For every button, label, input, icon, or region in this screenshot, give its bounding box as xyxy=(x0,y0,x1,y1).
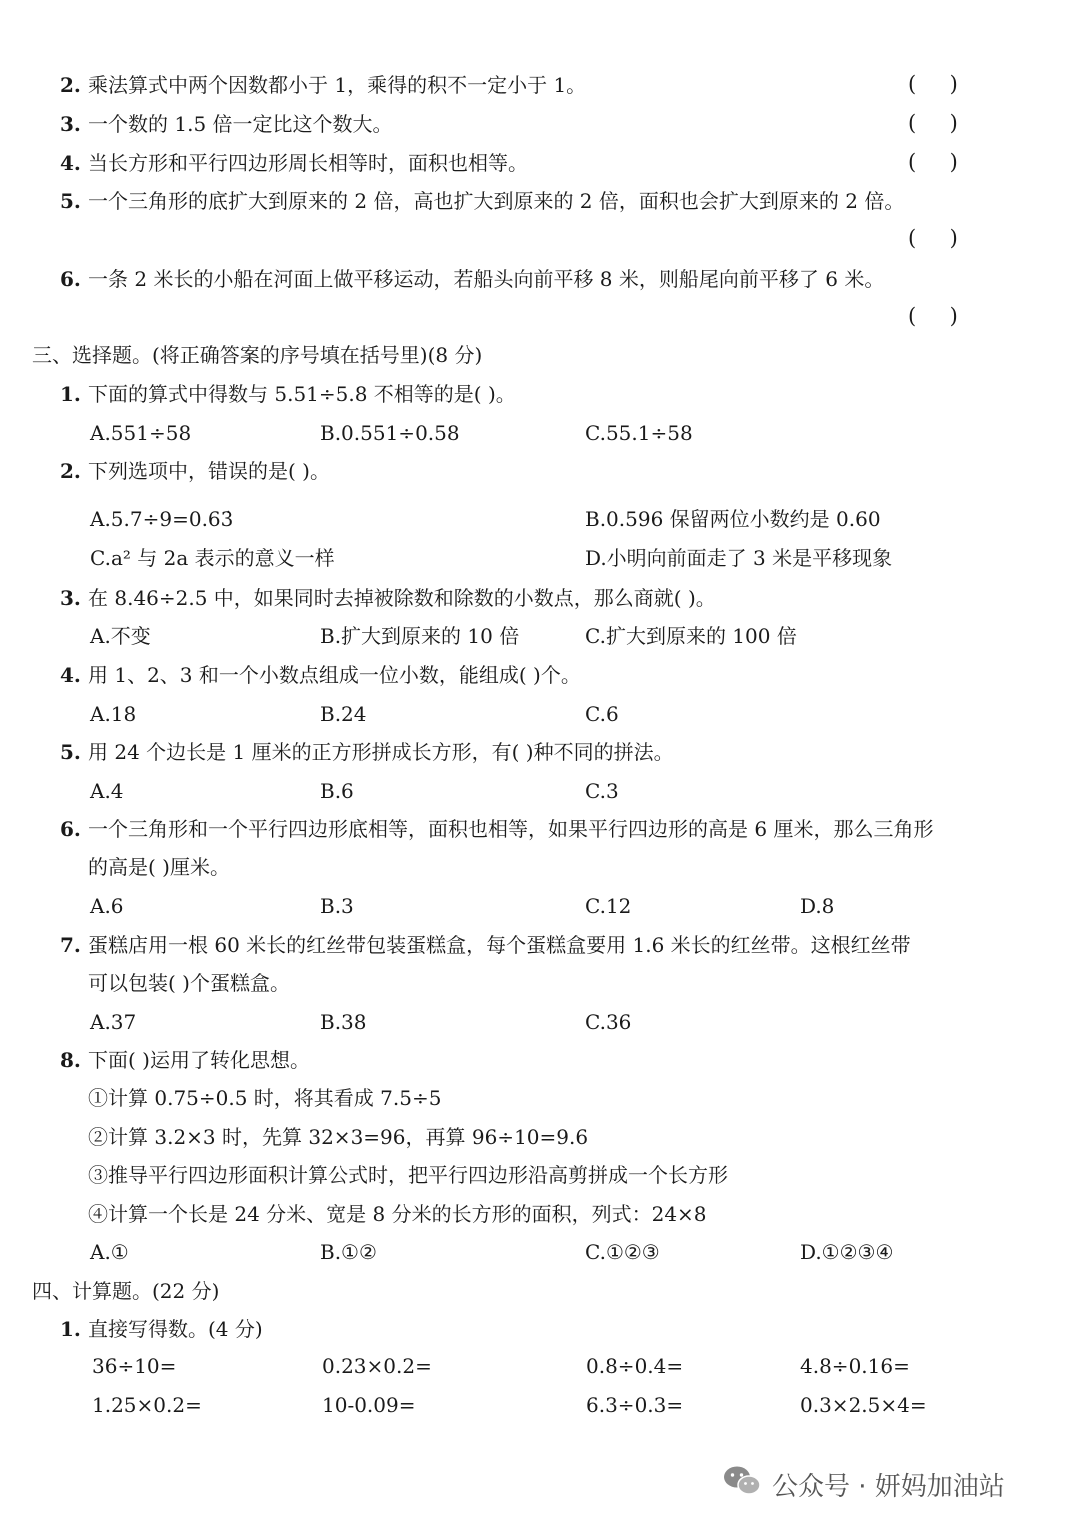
calc-problem[interactable]: 0.8÷0.4= xyxy=(586,1354,684,1378)
option-b[interactable]: B.0.551÷0.58 xyxy=(320,421,460,445)
option-b[interactable]: B.3 xyxy=(320,894,354,918)
choice-question-7: 7. 蛋糕店用一根 60 米长的红丝带包装蛋糕盒，每个蛋糕盒要用 1.6 米长的红丝带。这根红丝带 xyxy=(60,933,911,957)
judge-item-4: 4. 当长方形和平行四边形周长相等时，面积也相等。 xyxy=(60,151,528,175)
option-a[interactable]: A.4 xyxy=(90,779,124,803)
answer-parentheses[interactable]: ( ) xyxy=(908,72,958,96)
option-d[interactable]: D.8 xyxy=(800,894,835,918)
choice-question-2: 2. 下列选项中，错误的是( )。 xyxy=(60,459,330,483)
answer-parentheses[interactable]: ( ) xyxy=(908,111,958,135)
choice-question-1: 1. 下面的算式中得数与 5.51÷5.8 不相等的是( )。 xyxy=(60,382,516,406)
choice-question-3: 3. 在 8.46÷2.5 中，如果同时去掉被除数和除数的小数点，那么商就( )。 xyxy=(60,586,716,610)
calc-problem[interactable]: 4.8÷0.16= xyxy=(800,1354,910,1378)
calc-problem[interactable]: 1.25×0.2= xyxy=(92,1393,202,1417)
option-a[interactable]: A.6 xyxy=(90,894,124,918)
calc-problem[interactable]: 36÷10= xyxy=(92,1354,177,1378)
option-b[interactable]: B.扩大到原来的 10 倍 xyxy=(320,624,520,648)
calc-problem[interactable]: 0.23×0.2= xyxy=(322,1354,432,1378)
option-b[interactable]: B.38 xyxy=(320,1010,367,1034)
watermark xyxy=(722,1462,1005,1506)
option-a[interactable]: A.37 xyxy=(90,1010,137,1034)
option-b[interactable]: B.24 xyxy=(320,702,367,726)
option-c[interactable]: C.55.1÷58 xyxy=(585,421,693,445)
option-a[interactable]: A.① xyxy=(90,1240,129,1264)
option-c[interactable]: C.12 xyxy=(585,894,632,918)
answer-parentheses[interactable]: ( ) xyxy=(908,304,958,328)
statement-1: ①计算 0.75÷0.5 时，将其看成 7.5÷5 xyxy=(88,1086,442,1110)
watermark-text: 公众号 · 妍妈加油站 xyxy=(772,1471,1005,1502)
option-a[interactable]: A.18 xyxy=(90,702,137,726)
option-c[interactable]: C.①②③ xyxy=(585,1240,660,1264)
wechat-icon xyxy=(722,1464,762,1505)
section-title-calculation: 四、计算题。(22 分) xyxy=(32,1279,220,1303)
option-c[interactable]: C.扩大到原来的 100 倍 xyxy=(585,624,797,648)
answer-parentheses[interactable]: ( ) xyxy=(908,226,958,250)
judge-item-2: 2. 乘法算式中两个因数都小于 1，乘得的积不一定小于 1。 xyxy=(60,73,587,97)
choice-question-8: 8. 下面( )运用了转化思想。 xyxy=(60,1048,310,1072)
choice-question-5: 5. 用 24 个边长是 1 厘米的正方形拼成长方形，有( )种不同的拼法。 xyxy=(60,740,674,764)
choice-question-6: 6. 一个三角形和一个平行四边形底相等，面积也相等，如果平行四边形的高是 6 厘米，那么三角形 xyxy=(60,817,934,841)
choice-question-4: 4. 用 1、2、3 和一个小数点组成一位小数，能组成( )个。 xyxy=(60,663,581,687)
choice-question-7-continued: 可以包装( )个蛋糕盒。 xyxy=(88,971,290,995)
answer-parentheses[interactable]: ( ) xyxy=(908,150,958,174)
option-c[interactable]: C.3 xyxy=(585,779,619,803)
judge-item-5: 5. 一个三角形的底扩大到原来的 2 倍，高也扩大到原来的 2 倍，面积也会扩大到原来的 2 倍。 xyxy=(60,189,905,213)
option-b[interactable]: B.①② xyxy=(320,1240,377,1264)
option-a[interactable]: A.551÷58 xyxy=(90,421,192,445)
option-d[interactable]: D.小明向前面走了 3 米是平移现象 xyxy=(585,546,893,570)
statement-4: ④计算一个长是 24 分米、宽是 8 分米的长方形的面积，列式：24×8 xyxy=(88,1202,707,1226)
option-a[interactable]: A.5.7÷9=0.63̇ xyxy=(90,507,234,531)
calc-subtitle: 1. 直接写得数。(4 分) xyxy=(60,1317,263,1341)
section-title-choice: 三、选择题。(将正确答案的序号填在括号里)(8 分) xyxy=(32,343,483,367)
calc-problem[interactable]: 0.3×2.5×4= xyxy=(800,1393,927,1417)
option-a[interactable]: A.不变 xyxy=(90,624,151,648)
calc-problem[interactable]: 6.3÷0.3= xyxy=(586,1393,684,1417)
option-c[interactable]: C.a² 与 2a 表示的意义一样 xyxy=(90,546,335,570)
option-c[interactable]: C.36 xyxy=(585,1010,632,1034)
choice-question-6-continued: 的高是( )厘米。 xyxy=(88,855,230,879)
statement-3: ③推导平行四边形面积计算公式时，把平行四边形沿高剪拼成一个长方形 xyxy=(88,1163,728,1187)
statement-2: ②计算 3.2×3 时，先算 32×3=96，再算 96÷10=9.6 xyxy=(88,1125,589,1149)
option-b[interactable]: B.0.596 保留两位小数约是 0.60 xyxy=(585,507,881,531)
calc-problem[interactable]: 10-0.09= xyxy=(322,1393,416,1417)
judge-item-6: 6. 一条 2 米长的小船在河面上做平移运动，若船头向前平移 8 米，则船尾向前平移了 6 米。 xyxy=(60,267,885,291)
option-b[interactable]: B.6 xyxy=(320,779,354,803)
option-c[interactable]: C.6 xyxy=(585,702,619,726)
judge-item-3: 3. 一个数的 1.5 倍一定比这个数大。 xyxy=(60,112,393,136)
option-d[interactable]: D.①②③④ xyxy=(800,1240,894,1264)
